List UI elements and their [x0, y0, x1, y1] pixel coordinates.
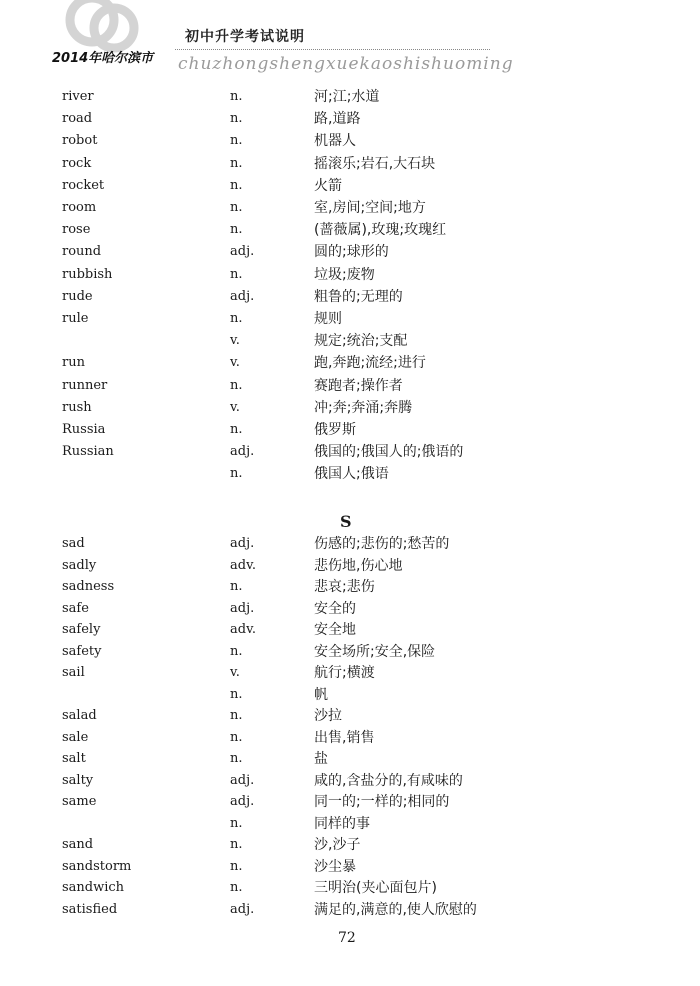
entry-word: river — [62, 89, 94, 104]
entry-part-of-speech: n. — [230, 422, 243, 437]
vocab-entry — [0, 264, 700, 286]
entry-word: salt — [62, 751, 86, 766]
vocab-entry — [0, 748, 700, 770]
entry-part-of-speech: n. — [230, 266, 243, 282]
entry-part-of-speech: n. — [230, 579, 243, 594]
entry-meaning: 安全的 — [314, 600, 356, 617]
entry-meaning: 跑,奔跑;流经;进行 — [314, 355, 426, 372]
vocab-entry — [0, 219, 700, 241]
entry-word: Russia — [62, 422, 106, 437]
entry-word: rude — [62, 288, 93, 304]
entry-word: sale — [62, 729, 89, 745]
entry-word: sandwich — [62, 880, 125, 895]
vocab-entry — [0, 877, 700, 899]
vocab-entry — [0, 899, 700, 921]
vocab-entry — [0, 598, 700, 620]
entry-meaning: 沙拉 — [314, 708, 342, 724]
entry-part-of-speech: n. — [230, 643, 243, 659]
entry-part-of-speech: n. — [230, 880, 243, 895]
entry-part-of-speech: n. — [230, 686, 243, 702]
entry-part-of-speech: n. — [230, 111, 243, 127]
entry-meaning: 摇滚乐;岩石,大石块 — [314, 155, 436, 172]
vocab-entry — [0, 397, 700, 419]
entry-part-of-speech: n. — [230, 311, 243, 326]
entry-meaning: 垃圾;废物 — [314, 266, 375, 283]
entry-meaning: 安全场所;安全,保险 — [314, 643, 436, 660]
entry-meaning: 俄国的;俄国人的;俄语的 — [314, 444, 464, 461]
entry-word: runner — [62, 377, 108, 393]
entry-meaning: 河;江;水道 — [314, 89, 380, 105]
entry-meaning: 出售,销售 — [314, 729, 375, 746]
entry-part-of-speech: n. — [230, 837, 243, 852]
entry-part-of-speech: adj. — [230, 772, 255, 788]
entry-part-of-speech: n. — [230, 177, 243, 193]
vocab-entry — [0, 197, 700, 219]
decorative-rings-icon — [62, 0, 142, 80]
entry-meaning: 安全地 — [314, 622, 356, 638]
book-title-pinyin: chuzhongshengxuekaoshishuoming — [178, 54, 514, 74]
entry-part-of-speech: v. — [230, 665, 240, 680]
entry-word: road — [62, 111, 93, 127]
entry-meaning: 航行;横渡 — [314, 665, 375, 681]
entry-part-of-speech: adj. — [230, 288, 255, 304]
entry-meaning: 沙,沙子 — [314, 837, 361, 853]
entry-meaning: 沙尘暴 — [314, 858, 356, 875]
vocab-entry — [0, 130, 700, 152]
vocab-entry — [0, 175, 700, 197]
book-title: 初中升学考试说明 — [185, 29, 305, 45]
entry-meaning: 粗鲁的;无理的 — [314, 288, 403, 305]
entry-meaning: 盐 — [314, 751, 328, 767]
vocab-entry — [0, 813, 700, 835]
entry-word: safe — [62, 600, 89, 616]
entry-meaning: 机器人 — [314, 133, 356, 150]
entry-part-of-speech: n. — [230, 466, 243, 482]
entry-part-of-speech: n. — [230, 815, 243, 831]
vocab-entry — [0, 576, 700, 598]
header-divider — [175, 49, 490, 50]
entry-word: rubbish — [62, 266, 113, 282]
entry-word: safely — [62, 622, 101, 637]
vocab-entry — [0, 286, 700, 308]
entry-part-of-speech: adj. — [230, 600, 255, 616]
entry-meaning: 室,房间;空间;地方 — [314, 200, 426, 216]
vocab-entry — [0, 308, 700, 330]
entry-meaning: 帆 — [314, 686, 328, 703]
entry-word: rush — [62, 399, 92, 415]
entry-meaning: (蔷薇属),玫瑰;玫瑰红 — [314, 222, 447, 239]
entry-meaning: 规定;统治;支配 — [314, 333, 408, 350]
entry-part-of-speech: v. — [230, 399, 240, 415]
vocab-entry — [0, 330, 700, 352]
entry-word: salty — [62, 772, 94, 788]
entry-word: satisfied — [62, 901, 118, 917]
vocab-entry — [0, 108, 700, 130]
entry-part-of-speech: n. — [230, 729, 243, 745]
entry-part-of-speech: v. — [230, 355, 240, 371]
vocab-entry — [0, 727, 700, 749]
entry-meaning: 火箭 — [314, 177, 342, 194]
entry-word: Russian — [62, 444, 114, 460]
entry-meaning: 路,道路 — [314, 111, 361, 128]
entry-word: robot — [62, 133, 98, 149]
entry-part-of-speech: adj. — [230, 244, 255, 260]
vocab-entry — [0, 533, 700, 555]
entry-word: rocket — [62, 177, 105, 193]
entry-word: rock — [62, 155, 92, 171]
entry-word: sand — [62, 837, 94, 852]
entry-part-of-speech: n. — [230, 133, 243, 149]
entry-part-of-speech: n. — [230, 377, 243, 393]
entry-word: sad — [62, 536, 85, 551]
vocab-entry — [0, 619, 700, 641]
vocab-entry — [0, 463, 700, 485]
entry-part-of-speech: n. — [230, 155, 243, 171]
entry-word: run — [62, 355, 85, 371]
entry-part-of-speech: adj. — [230, 536, 255, 551]
entry-word: safety — [62, 643, 102, 659]
vocab-entry — [0, 352, 700, 374]
vocab-entry — [0, 441, 700, 463]
entry-meaning: 赛跑者;操作者 — [314, 377, 403, 394]
entry-word: rule — [62, 311, 89, 326]
vocab-entry — [0, 86, 700, 108]
vocab-entry — [0, 419, 700, 441]
entry-meaning: 俄国人;俄语 — [314, 466, 389, 483]
entry-word: rose — [62, 222, 91, 238]
entry-word: same — [62, 794, 97, 809]
page-header — [0, 0, 700, 90]
entry-word: sadly — [62, 557, 97, 573]
entry-meaning: 圆的;球形的 — [314, 244, 389, 261]
entry-word: room — [62, 200, 97, 215]
entry-part-of-speech: adv. — [230, 557, 257, 573]
entry-part-of-speech: adj. — [230, 901, 255, 917]
entry-meaning: 咸的,含盐分的,有咸味的 — [314, 772, 463, 789]
entry-meaning: 冲;奔;奔涌;奔腾 — [314, 399, 413, 416]
entry-part-of-speech: n. — [230, 858, 243, 874]
vocab-entry — [0, 856, 700, 878]
entry-word: sadness — [62, 579, 115, 594]
edition-label: 2014年哈尔滨市 — [52, 51, 154, 66]
entry-word: salad — [62, 708, 97, 723]
vocab-entry — [0, 684, 700, 706]
entry-part-of-speech: adj. — [230, 444, 255, 460]
entry-part-of-speech: n. — [230, 200, 243, 215]
entry-meaning: 规则 — [314, 311, 342, 327]
vocab-entry — [0, 375, 700, 397]
entry-part-of-speech: adv. — [230, 622, 257, 637]
entry-meaning: 伤感的;悲伤的;愁苦的 — [314, 536, 450, 552]
entry-word: sandstorm — [62, 858, 132, 874]
vocab-entry — [0, 153, 700, 175]
entry-part-of-speech: n. — [230, 708, 243, 723]
vocab-entry — [0, 834, 700, 856]
vocab-entry — [0, 662, 700, 684]
entry-meaning: 同一的;一样的;相同的 — [314, 794, 450, 810]
entry-meaning: 悲哀;悲伤 — [314, 579, 375, 595]
entry-meaning: 同样的事 — [314, 815, 370, 832]
entry-part-of-speech: v. — [230, 333, 240, 349]
entry-meaning: 俄罗斯 — [314, 422, 356, 438]
entry-part-of-speech: n. — [230, 751, 243, 766]
vocab-entry — [0, 791, 700, 813]
entry-word: round — [62, 244, 102, 260]
vocab-entry — [0, 555, 700, 577]
vocab-entry — [0, 641, 700, 663]
vocab-entry — [0, 241, 700, 263]
entry-meaning: 悲伤地,伤心地 — [314, 557, 403, 574]
entry-part-of-speech: n. — [230, 89, 243, 104]
entry-meaning: 满足的,满意的,使人欣慰的 — [314, 901, 477, 918]
vocab-entry — [0, 705, 700, 727]
entry-part-of-speech: adj. — [230, 794, 255, 809]
entry-word: sail — [62, 665, 85, 680]
vocab-entry — [0, 770, 700, 792]
entry-meaning: 三明治(夹心面包片) — [314, 880, 437, 896]
entry-part-of-speech: n. — [230, 222, 243, 238]
